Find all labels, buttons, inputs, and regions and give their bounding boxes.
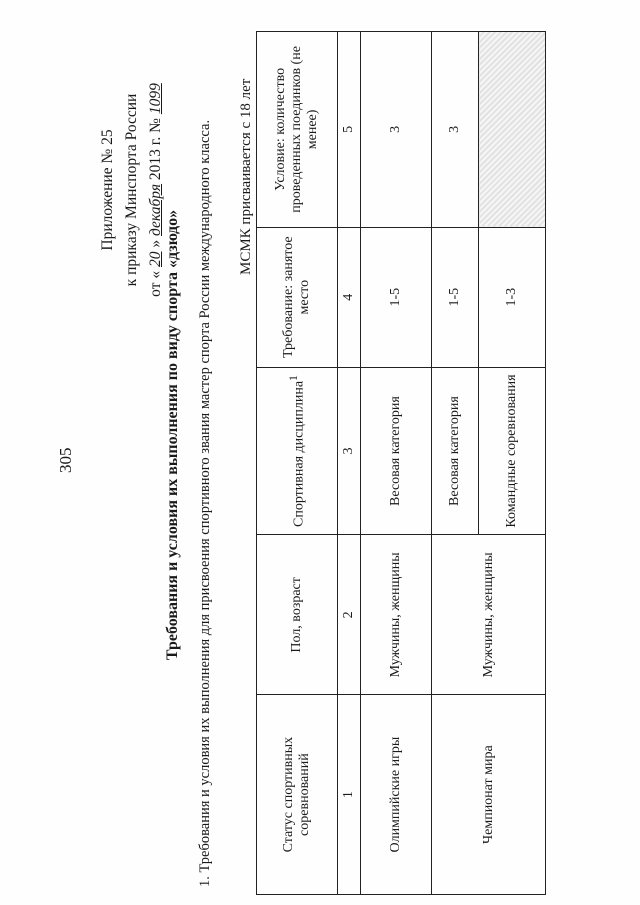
header-status: Статус спортивных соревнований [257,695,338,895]
col-number: 4 [338,227,361,367]
col-number: 2 [338,535,361,695]
age-note: МСМК присваивается с 18 лет [238,78,254,275]
date-year: 2013 г. № [147,118,164,181]
header-discipline-text: Спортивная дисциплина [291,380,307,527]
cell-discipline: Командные соревнования [479,367,546,535]
cell-gender: Мужчины, женщины [432,535,546,695]
table-header-row [257,32,338,895]
header-place: Требование: занятое место [257,227,338,367]
cell-bouts-shaded [479,32,546,228]
appendix-line-1: Приложение № 25 [99,129,116,251]
header-discipline [257,367,338,535]
cell-gender: Мужчины, женщины [361,535,432,695]
col-number: 1 [338,695,361,895]
cell-place: 1-5 [432,227,479,367]
table-row [432,32,479,895]
cell-discipline: Весовая категория [361,367,432,535]
cell-place: 1-5 [361,227,432,367]
date-month: декабря [147,183,164,237]
appendix-line-2: к приказу Минспорта России [123,93,140,287]
cell-place: 1-3 [479,227,546,367]
footnote-mark: 1 [286,375,300,381]
cell-status: Олимпийские игры [361,695,432,895]
table-row [361,32,432,895]
appendix-header [96,25,168,355]
date-day: 20 [147,251,164,268]
cell-discipline: Весовая категория [432,367,479,535]
col-number: 3 [338,367,361,535]
page-number: 305 [56,447,75,473]
requirements-table [256,31,546,895]
cell-status: Чемпионат мира [432,695,546,895]
order-number: 1099 [147,83,164,115]
date-mid: » [147,239,164,248]
document-title: Требования и условия их выполнения по виду спорта «дзюдо» [164,209,181,661]
cell-bouts: 3 [432,32,479,228]
column-number-row [338,32,361,895]
header-bouts: Условие: количество проведенных поединков (не менее) [257,32,338,228]
cell-bouts: 3 [361,32,432,228]
requirements-paragraph: 1. Требования и условия их выполнения для присвоения спортивного звания мастер спорта России международного класса. [197,119,213,887]
header-gender-age: Пол, возраст [257,535,338,695]
col-number: 5 [338,32,361,228]
date-prefix: от « [147,270,164,297]
